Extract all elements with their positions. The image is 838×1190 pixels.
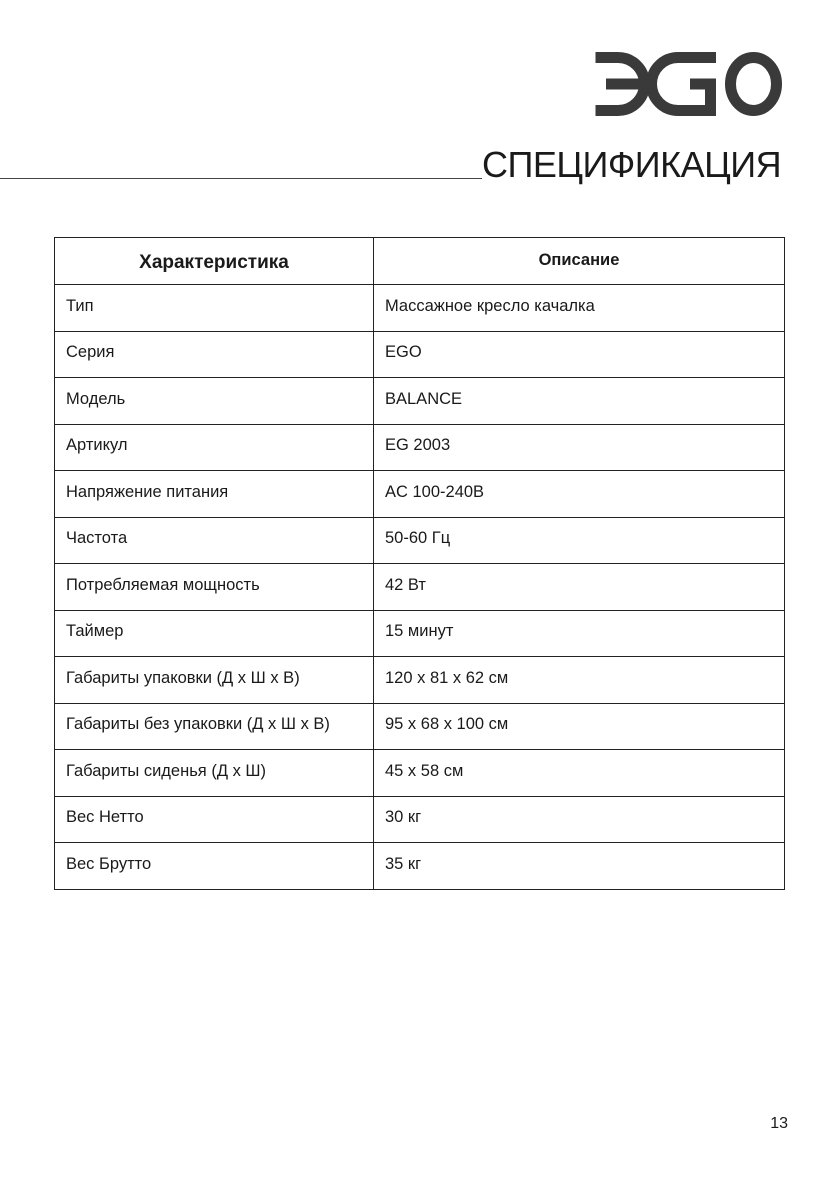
row-name: Напряжение питания (55, 471, 374, 518)
table-row (55, 750, 785, 797)
table-row (55, 610, 785, 657)
row-value: 45 х 58 см (374, 750, 785, 797)
page-title: СПЕЦИФИКАЦИЯ (482, 144, 782, 185)
row-value: 30 кг (374, 796, 785, 843)
row-value: 35 кг (374, 843, 785, 890)
row-name: Тип (55, 285, 374, 332)
row-name: Серия (55, 331, 374, 378)
table-row (55, 796, 785, 843)
table-row (55, 471, 785, 518)
row-value: Массажное кресло качалка (374, 285, 785, 332)
row-value: BALANCE (374, 378, 785, 425)
row-value: EGO (374, 331, 785, 378)
row-name: Габариты сиденья (Д х Ш) (55, 750, 374, 797)
header-rule (0, 178, 482, 179)
row-value: 42 Вт (374, 564, 785, 611)
table-row (55, 703, 785, 750)
row-name: Потребляемая мощность (55, 564, 374, 611)
row-name: Вес Нетто (55, 796, 374, 843)
row-name: Габариты без упаковки (Д х Ш х В) (55, 703, 374, 750)
row-name: Габариты упаковки (Д х Ш х В) (55, 657, 374, 704)
row-value: 15 минут (374, 610, 785, 657)
table-row (55, 285, 785, 332)
row-value: 95 х 68 х 100 см (374, 703, 785, 750)
table-row (55, 564, 785, 611)
row-value: 120 х 81 х 62 см (374, 657, 785, 704)
ego-logo (590, 52, 782, 116)
row-value: AC 100-240В (374, 471, 785, 518)
table-row (55, 331, 785, 378)
row-name: Модель (55, 378, 374, 425)
row-name: Частота (55, 517, 374, 564)
table-row (55, 378, 785, 425)
row-value: 50-60 Гц (374, 517, 785, 564)
table-row (55, 843, 785, 890)
page-number: 13 (770, 1115, 788, 1132)
table-row (55, 424, 785, 471)
table-header-row (55, 238, 785, 285)
row-value: EG 2003 (374, 424, 785, 471)
row-name: Артикул (55, 424, 374, 471)
header-description: Описание (374, 238, 785, 285)
table-row (55, 517, 785, 564)
spec-table (54, 237, 785, 890)
row-name: Таймер (55, 610, 374, 657)
header-characteristic: Характеристика (55, 238, 374, 285)
row-name: Вес Брутто (55, 843, 374, 890)
table-row (55, 657, 785, 704)
